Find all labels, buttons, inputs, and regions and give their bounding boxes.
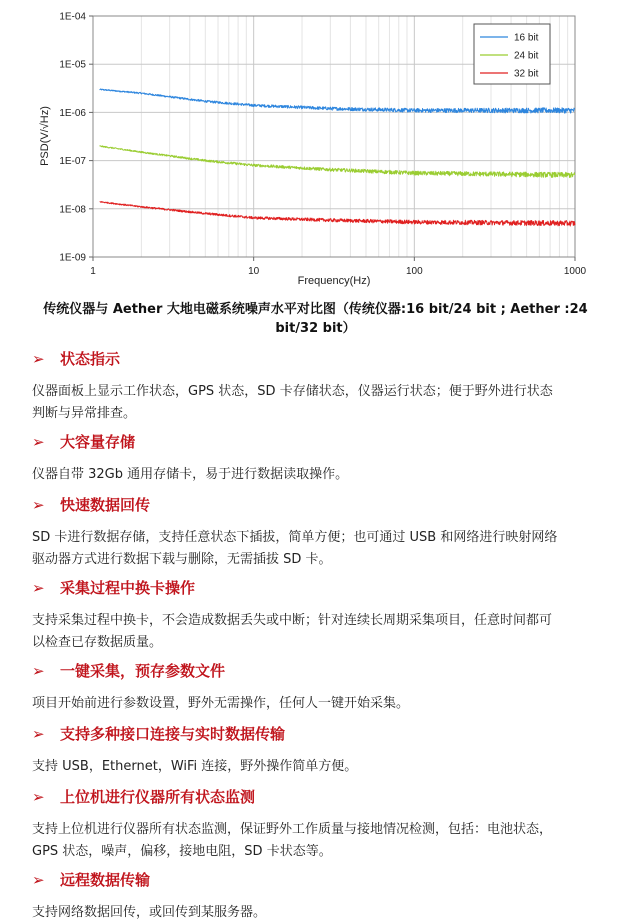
section-body-line: 支持上位机进行仪器所有状态监测，保证野外工作质量与接地情况检测，包括：电池状态， [32,822,553,837]
feature-section [32,724,592,778]
section-body [32,902,592,924]
section-heading [32,578,592,598]
arrow-bullet-icon: ➢ [32,579,45,597]
section-body-line: 支持 USB，Ethernet，WiFi 连接，野外操作简单方便。 [32,759,358,774]
x-tick-label: 10 [248,266,260,277]
section-title: 采集过程中换卡操作 [60,579,196,597]
section-body [32,464,592,486]
section-body [32,610,592,654]
section-body [32,756,592,778]
y-tick-label: 1E-05 [59,59,86,71]
arrow-bullet-icon: ➢ [32,433,45,451]
x-axis-label: Frequency(Hz) [297,275,371,287]
x-tick-label: 1000 [563,266,587,277]
section-body-line: GPS 状态，噪声，偏移，接地电阻，SD 卡状态等。 [32,844,332,859]
chart-legend [474,24,550,84]
section-body-line: 项目开始前进行参数设置，野外无需操作，任何人一键开始采集。 [32,696,410,711]
y-tick-label: 1E-08 [59,204,86,216]
section-heading [32,349,592,369]
y-tick-label: 1E-09 [59,252,86,264]
section-title: 支持多种接口连接与实时数据传输 [60,725,286,743]
section-body-line: 仪器自带 32Gb 通用存储卡，易于进行数据读取操作。 [32,467,349,482]
arrow-bullet-icon: ➢ [32,788,45,806]
section-heading [32,495,592,515]
y-axis-label: PSD(V/√Hz) [39,106,51,166]
feature-section [32,578,592,654]
section-title: 大容量存储 [60,433,136,451]
x-tick-label: 100 [405,266,423,277]
psd-chart [0,0,631,300]
section-body-line: 支持网络数据回传，或回传到某服务器。 [32,905,267,920]
section-heading [32,724,592,744]
section-body [32,693,592,715]
arrow-bullet-icon: ➢ [32,871,45,889]
section-heading [32,432,592,452]
arrow-bullet-icon: ➢ [32,496,45,514]
section-heading [32,661,592,681]
y-tick-label: 1E-07 [59,156,86,168]
section-heading [32,787,592,807]
section-title: 上位机进行仪器所有状态监测 [60,788,256,806]
section-body-line: 判断与异常排查。 [32,406,137,421]
section-title: 一键采集，预存参数文件 [60,662,226,680]
feature-section [32,432,592,486]
feature-section [32,870,592,924]
section-body-line: 驱动器方式进行数据下载与删除，无需插拔 SD 卡。 [32,552,332,567]
arrow-bullet-icon: ➢ [32,725,45,743]
legend-label: 16 bit [514,32,539,44]
series-line [100,202,575,226]
legend-label: 32 bit [514,68,539,80]
figure-caption [30,300,601,338]
section-body [32,381,592,425]
section-title: 远程数据传输 [60,871,151,889]
legend-label: 24 bit [514,50,539,62]
feature-section [32,349,592,425]
section-title: 快速数据回传 [60,496,151,514]
feature-section [32,787,592,863]
x-tick-label: 1 [90,266,96,277]
caption-line-1: 传统仪器与 Aether 大地电磁系统噪声水平对比图（传统仪器:16 bit/24 bit ; Aether :24 [43,302,588,317]
section-title: 状态指示 [60,350,121,368]
arrow-bullet-icon: ➢ [32,350,45,368]
legend-box [474,24,550,84]
caption-line-2: bit/32 bit） [275,321,356,336]
arrow-bullet-icon: ➢ [32,662,45,680]
y-tick-label: 1E-04 [59,11,86,23]
section-body [32,527,592,571]
section-body-line: 仪器面板上显示工作状态，GPS 状态，SD 卡存储状态，仪器运行状态；便于野外进行状态 [32,384,553,399]
series-line [100,89,575,113]
section-body [32,819,592,863]
y-tick-label: 1E-06 [59,107,86,119]
section-body-line: 以检查已存数据质量。 [32,635,163,650]
section-heading [32,870,592,890]
series-line [100,146,575,178]
feature-section [32,495,592,571]
feature-section [32,661,592,715]
section-body-line: SD 卡进行数据存储，支持任意状态下插拔，简单方便；也可通过 USB 和网络进行映射网络 [32,530,558,545]
section-body-line: 支持采集过程中换卡，不会造成数据丢失或中断；针对连续长周期采集项目，任意时间都可 [32,613,553,628]
